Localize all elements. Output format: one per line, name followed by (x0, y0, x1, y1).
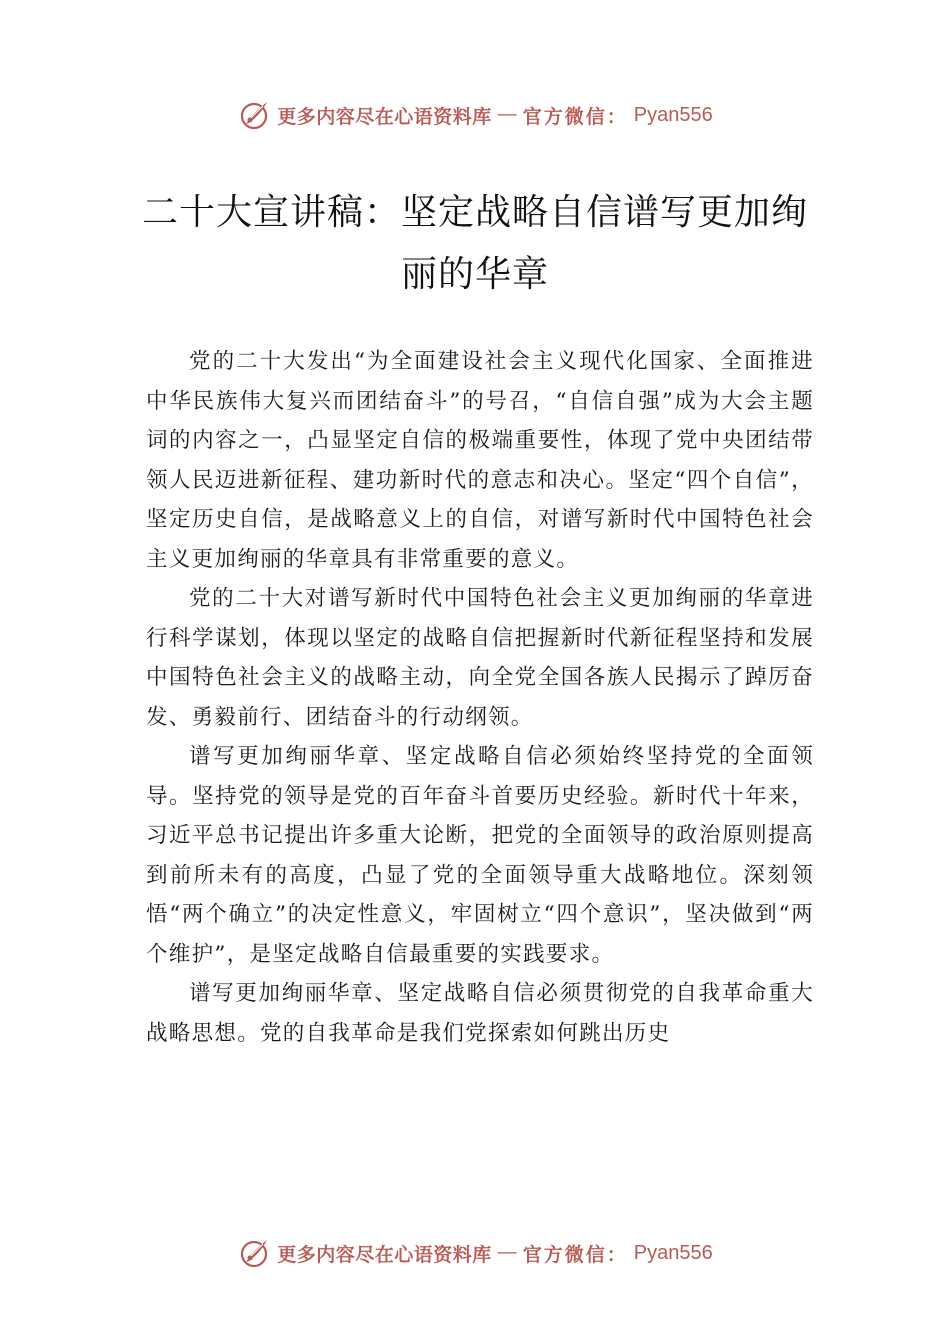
title-line-1: 二十大宣讲稿：坚定战略自信谱写更加绚 (141, 192, 808, 233)
banner-slogan: 更多内容尽在心语资料库 (277, 105, 492, 128)
body-paragraph: 谱写更加绚丽华章、坚定战略自信必须始终坚持党的全面领导。坚持党的领导是党的百年奋斗首要历史经验。新时代十年来，习近平总书记提出许多重大论断，把党的全面领导的政治原则提高到前所未有的高度，凸显了党的全面领导重大战略地位。深刻领悟“两个确立”的决定性意义，牢固树立“四个意识”，坚决做到“两个维护”，是坚定战略自信最重要的实践要求。 (146, 744, 814, 967)
banner-wechat-label: 官方微信： (522, 1243, 628, 1266)
banner-slogan: 更多内容尽在心语资料库 (277, 1243, 492, 1266)
header-banner (0, 95, 950, 135)
body-paragraph: 谱写更加绚丽华章、坚定战略自信必须贯彻党的自我革命重大战略思想。党的自我革命是我们党探索如何跳出历史 (146, 981, 814, 1046)
title-line-2: 丽的华章 (400, 254, 549, 295)
banner-wechat-label: 官方微信： (522, 105, 628, 128)
banner-separator: — (497, 104, 517, 125)
document-body (146, 342, 814, 1053)
banner-wechat-id: Pyan556 (633, 1241, 713, 1264)
document-title (100, 182, 850, 306)
body-paragraph: 党的二十大对谱写新时代中国特色社会主义更加绚丽的华章进行科学谋划，体现以坚定的战略自信把握新时代新征程坚持和发展中国特色社会主义的战略主动，向全党全国各族人民揭示了踔厉奋发、勇毅前行、团结奋斗的行动纲领。 (146, 586, 814, 730)
banner-separator: — (497, 1242, 517, 1263)
quill-pen-logo-icon (237, 98, 271, 132)
body-paragraph: 党的二十大发出“为全面建设社会主义现代化国家、全面推进中华民族伟大复兴而团结奋斗”的号召，“自信自强”成为大会主题词的内容之一，凸显坚定自信的极端重要性，体现了党中央团结带领人民迈进新征程、建功新时代的意志和决心。坚定“四个自信”，坚定历史自信，是战略意义上的自信，对谱写新时代中国特色社会主义更加绚丽的华章具有非常重要的意义。 (146, 349, 814, 572)
banner-wechat-id: Pyan556 (633, 103, 713, 126)
quill-pen-logo-icon (237, 1236, 271, 1270)
footer-banner (0, 1233, 950, 1273)
